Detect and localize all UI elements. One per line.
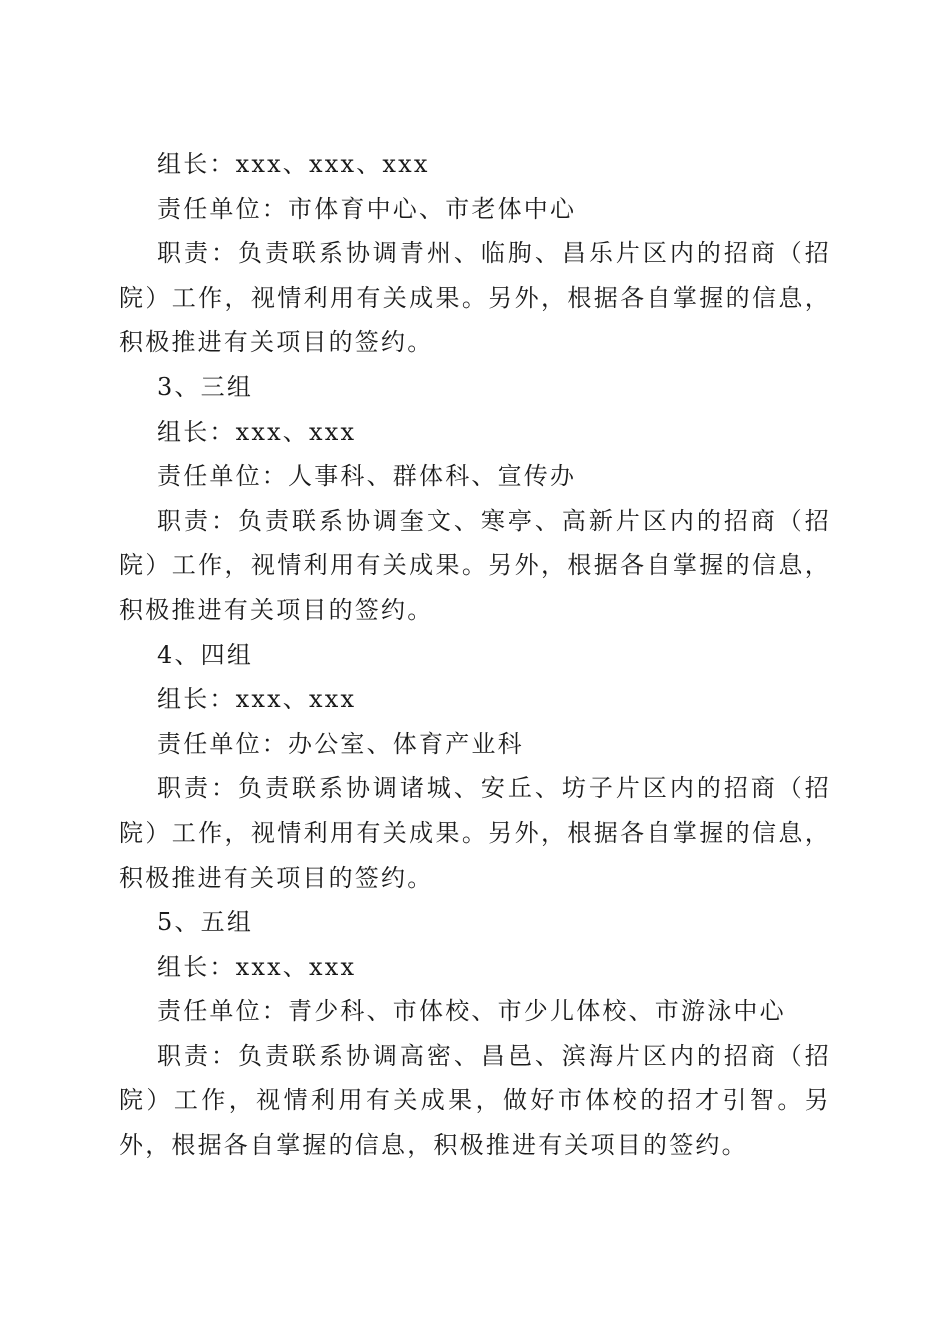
section-heading-group-3: 3、三组 [157, 372, 254, 401]
responsible-unit-line: 责任单位：办公室、体育产业科 [157, 729, 524, 758]
section-heading-group-4: 4、四组 [157, 640, 254, 669]
section-heading-group-5: 5、五组 [157, 908, 254, 937]
group-leader-line: 组长：xxx、xxx [157, 685, 357, 714]
document-body [119, 142, 831, 1168]
group-leader-line: 组长：xxx、xxx [157, 952, 357, 981]
responsible-unit-line: 责任单位：市体育中心、市老体中心 [157, 194, 577, 223]
responsible-unit-line: 责任单位：人事科、群体科、宣传办 [157, 462, 577, 491]
duties-paragraph: 职责：负责联系协调高密、昌邑、滨海片区内的招商（招院）工作，视情利用有关成果，做好市体校的招才引智。另外，根据各自掌握的信息，积极推进有关项目的签约。 [119, 1041, 831, 1160]
responsible-unit-line: 责任单位：青少科、市体校、市少儿体校、市游泳中心 [157, 997, 786, 1026]
duties-paragraph: 职责：负责联系协调青州、临朐、昌乐片区内的招商（招院）工作，视情利用有关成果。另外，根据各自掌握的信息，积极推进有关项目的签约。 [119, 239, 831, 357]
duties-paragraph: 职责：负责联系协调奎文、寒亭、高新片区内的招商（招院）工作，视情利用有关成果。另外，根据各自掌握的信息，积极推进有关项目的签约。 [119, 506, 831, 624]
group-leader-line: 组长：xxx、xxx [157, 417, 357, 446]
group-leader-line: 组长：xxx、xxx、xxx [157, 150, 430, 178]
duties-paragraph: 职责：负责联系协调诸城、安丘、坊子片区内的招商（招院）工作，视情利用有关成果。另外，根据各自掌握的信息，积极推进有关项目的签约。 [119, 774, 831, 892]
